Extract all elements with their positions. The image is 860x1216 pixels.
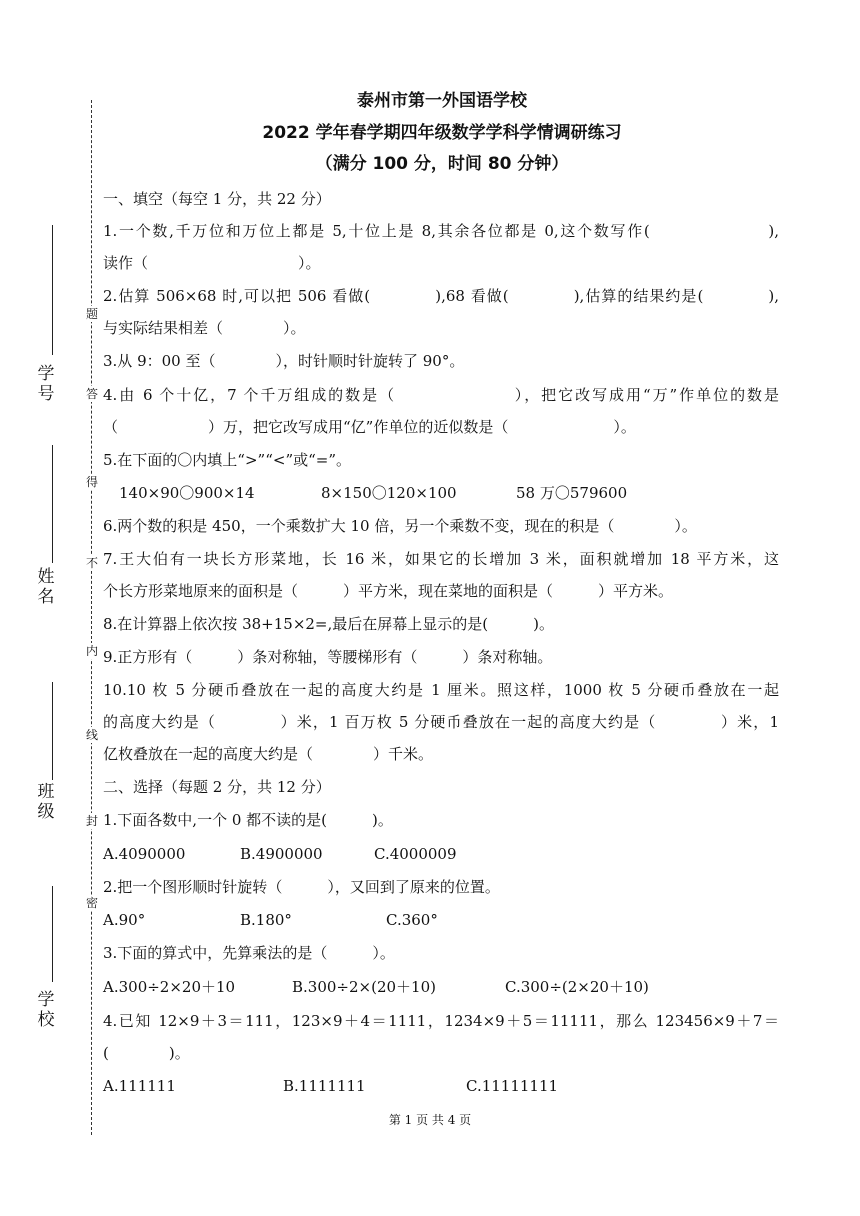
question-line: （ ）万，把它改写成用“亿”作单位的近似数是（ ）。 <box>103 418 636 436</box>
class-line[interactable] <box>52 682 53 780</box>
seal-char: 得 <box>85 475 98 489</box>
question-line: 9.正方形有（ ）条对称轴，等腰梯形有（ ）条对称轴。 <box>103 648 553 666</box>
seal-char: 线 <box>85 728 98 742</box>
choice-option: C.11111111 <box>466 1077 559 1095</box>
page-number: 第 1 页 共 4 页 <box>388 1113 472 1127</box>
seal-char: 密 <box>85 896 98 910</box>
question-line: 8.在计算器上依次按 38+15×2=,最后在屏幕上显示的是( )。 <box>103 615 554 633</box>
choice-option: C.360° <box>386 911 438 929</box>
question-line: 2.估算 506×68 时,可以把 506 看做( ),68 看做( ),估算的结果约是( ), <box>103 287 779 305</box>
question-line: 2.把一个图形顺时针旋转（ ），又回到了原来的位置。 <box>103 878 500 896</box>
seal-char: 封 <box>85 814 98 828</box>
section-heading: 一、填空（每空 1 分，共 22 分） <box>103 190 331 208</box>
question-line: 3.从 9：00 至（ ），时针顺时针旋转了 90°。 <box>103 352 465 370</box>
question-line: 个长方形菜地原来的面积是（ ）平方米，现在菜地的面积是（ ）平方米。 <box>103 582 674 600</box>
school-line[interactable] <box>52 886 53 982</box>
question-line: ( )。 <box>103 1044 190 1062</box>
question-line: 10.10 枚 5 分硬币叠放在一起的高度大约是 1 厘米。照这样，1000 枚 5 分硬币叠放在一起 <box>103 681 779 699</box>
choice-option: A.90° <box>103 911 146 929</box>
question-line: 4.由 6 个十亿，7 个千万组成的数是（ ），把它改写成用“万”作单位的数是 <box>103 386 779 404</box>
choice-option: B.4900000 <box>240 845 323 863</box>
school-title: 泰州市第一外国语学校 <box>357 91 527 111</box>
question-line: 1.下面各数中,一个 0 都不读的是( )。 <box>103 811 393 829</box>
question-line: 亿枚叠放在一起的高度大约是（ ）千米。 <box>103 745 434 763</box>
question-line: 7.王大伯有一块长方形菜地，长 16 米，如果它的长增加 3 米，面积就增加 18 平方米，这 <box>103 550 779 568</box>
compare-item: 8×150〇120×100 <box>321 484 457 502</box>
compare-item: 140×90〇900×14 <box>119 484 255 502</box>
seal-char: 题 <box>85 307 98 321</box>
choice-option: B.300÷2×(20＋10) <box>292 978 436 996</box>
question-line: 6.两个数的积是 450，一个乘数扩大 10 倍，另一个乘数不变，现在的积是（ ）。 <box>103 517 697 535</box>
compare-item: 58 万〇579600 <box>516 484 628 502</box>
student-id-line[interactable] <box>52 225 53 355</box>
question-line: 1.一个数,千万位和万位上都是 5,十位上是 8,其余各位都是 0,这个数写作( ), <box>103 222 779 240</box>
question-line: 与实际结果相差（ ）。 <box>103 319 306 337</box>
class-label: 班 级 <box>37 782 55 822</box>
choice-option: A.111111 <box>103 1077 176 1095</box>
name-label: 姓 名 <box>37 567 55 607</box>
choice-option: C.4000009 <box>374 845 457 863</box>
question-line: 的高度大约是（ ）米，1 百万枚 5 分硬币叠放在一起的高度大约是（ ）米，1 <box>103 713 779 731</box>
exam-title: 2022 学年春学期四年级数学学科学情调研练习 <box>262 123 622 143</box>
question-line: 3.下面的算式中，先算乘法的是（ ）。 <box>103 944 395 962</box>
question-line: 4.已知 12×9＋3＝111，123×9＋4＝1111，1234×9＋5＝11111，那么 123456×9＋7＝ <box>103 1012 779 1030</box>
choice-option: B.1111111 <box>283 1077 366 1095</box>
score-time-note: （满分 100 分，时间 80 分钟） <box>315 154 569 174</box>
question-line: 5.在下面的〇内填上“>”“<”或“=”。 <box>103 451 352 469</box>
name-line[interactable] <box>52 445 53 563</box>
choice-option: B.180° <box>240 911 292 929</box>
school-label: 学 校 <box>37 990 55 1030</box>
choice-option: A.4090000 <box>103 845 186 863</box>
choice-option: A.300÷2×20＋10 <box>103 978 236 996</box>
seal-char: 答 <box>85 387 98 401</box>
choice-option: C.300÷(2×20＋10) <box>505 978 649 996</box>
binding-dashed-line <box>91 100 92 1135</box>
question-line: 读作（ ）。 <box>103 254 321 272</box>
student-id-label: 学 号 <box>37 364 55 404</box>
section-heading: 二、选择（每题 2 分，共 12 分） <box>103 778 331 796</box>
seal-char: 不 <box>85 556 98 570</box>
seal-char: 内 <box>85 644 98 658</box>
